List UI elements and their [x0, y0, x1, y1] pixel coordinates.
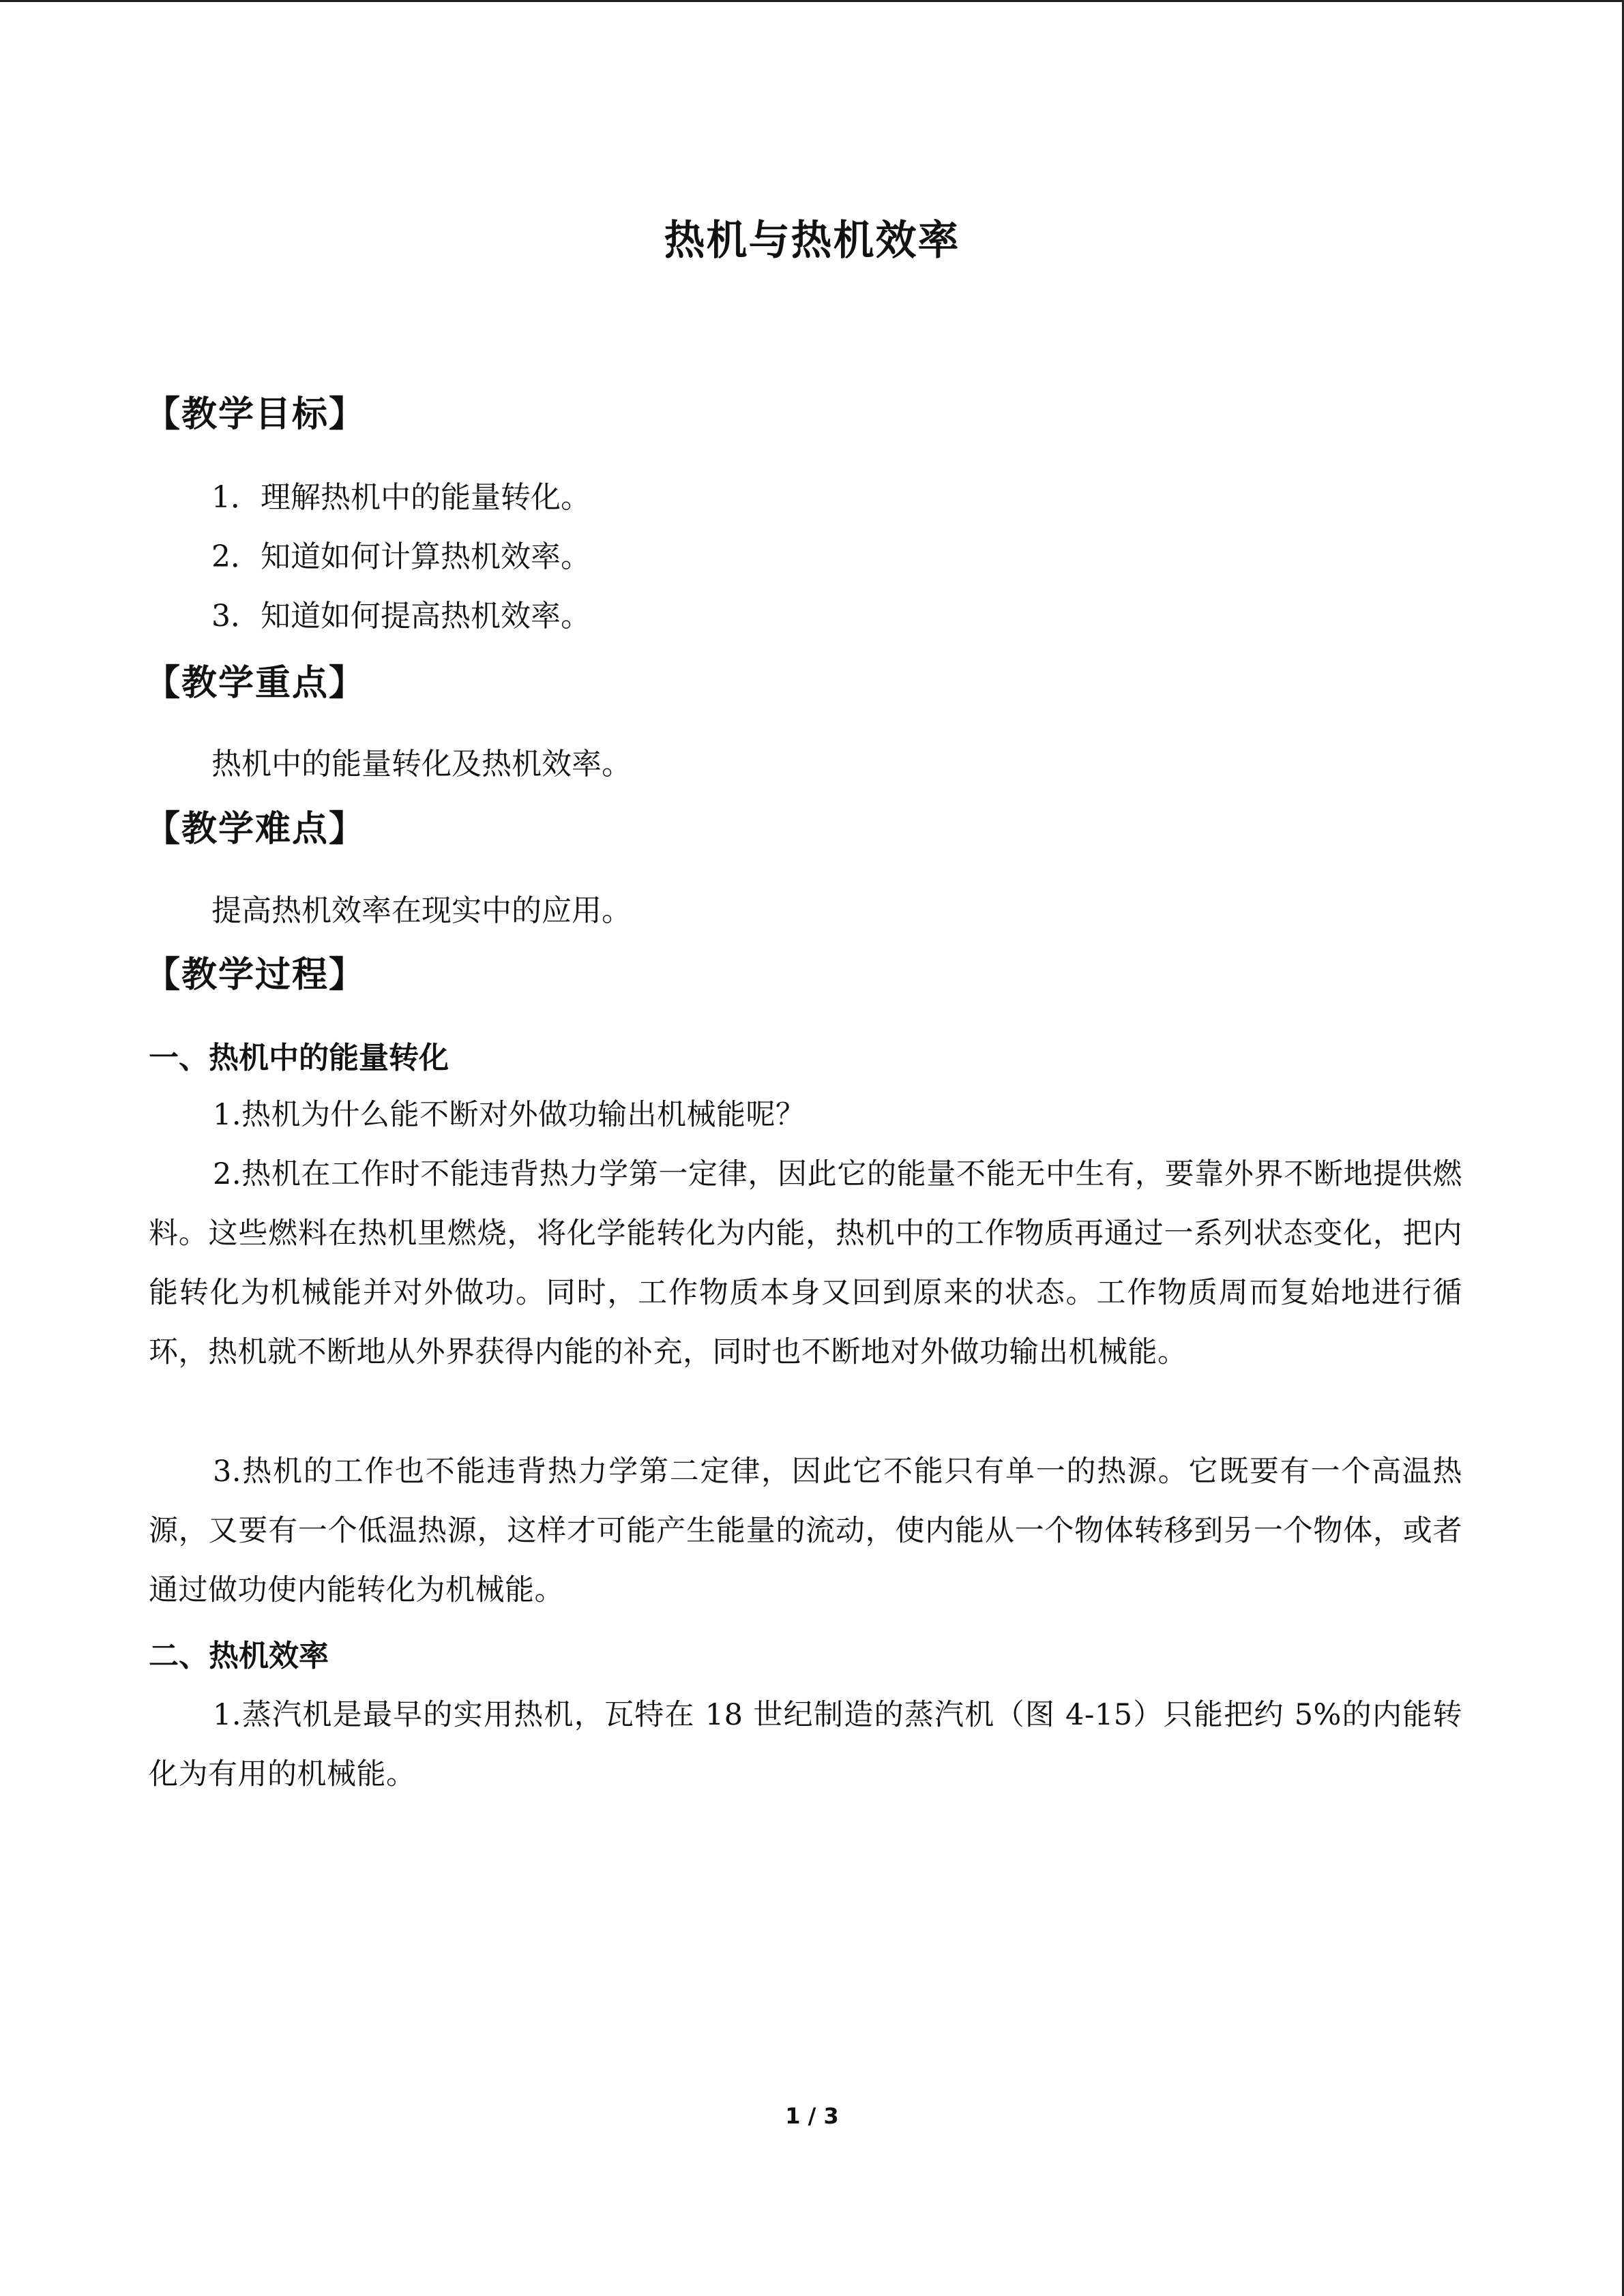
document-title: 热机与热机效率 [664, 217, 960, 265]
key-points-heading: 【教学重点】 [145, 663, 366, 704]
part1-paragraph-3: 3.热机的工作也不能违背热力学第二定律，因此它不能只有单一的热源。它既要有一个高温热源，又要有一个低温热源，这样才可能产生能量的流动，使内能从一个物体转移到另一个物体，或者通过做功使内能转化为机械能。 [149, 1455, 1462, 1607]
page-number: 1 / 3 [785, 2103, 839, 2129]
part1-paragraph-1: 1.热机为什么能不断对外做功输出机械能呢？ [213, 1098, 806, 1132]
objective-item-2: 2．知道如何计算热机效率。 [211, 539, 591, 574]
objective-item-1: 1．理解热机中的能量转化。 [211, 480, 591, 515]
key-points-text: 热机中的能量转化及热机效率。 [211, 747, 632, 781]
part2-heading: 二、热机效率 [149, 1639, 329, 1673]
objective-item-3: 3．知道如何提高热机效率。 [211, 599, 591, 633]
part2-paragraph-1: 1.蒸汽机是最早的实用热机，瓦特在 18 世纪制造的蒸汽机（图 4-15）只能把约 5%的内能转化为有用的机械能。 [149, 1698, 1462, 1791]
part1-paragraph-2: 2.热机在工作时不能违背热力学第一定律，因此它的能量不能无中生有，要靠外界不断地提供燃料。这些燃料在热机里燃烧，将化学能转化为内能，热机中的工作物质再通过一系列状态变化，把内能转化为机械能并对外做功。同时，工作物质本身又回到原来的状态。工作物质周而复始地进行循环，热机就不断地从外界获得内能的补充，同时也不断地对外做功输出机械能。 [149, 1157, 1462, 1369]
difficulties-text: 提高热机效率在现实中的应用。 [211, 893, 632, 928]
process-heading: 【教学过程】 [145, 955, 366, 996]
part1-heading: 一、热机中的能量转化 [149, 1041, 449, 1075]
objectives-heading: 【教学目标】 [145, 394, 366, 435]
difficulties-heading: 【教学难点】 [145, 809, 366, 850]
